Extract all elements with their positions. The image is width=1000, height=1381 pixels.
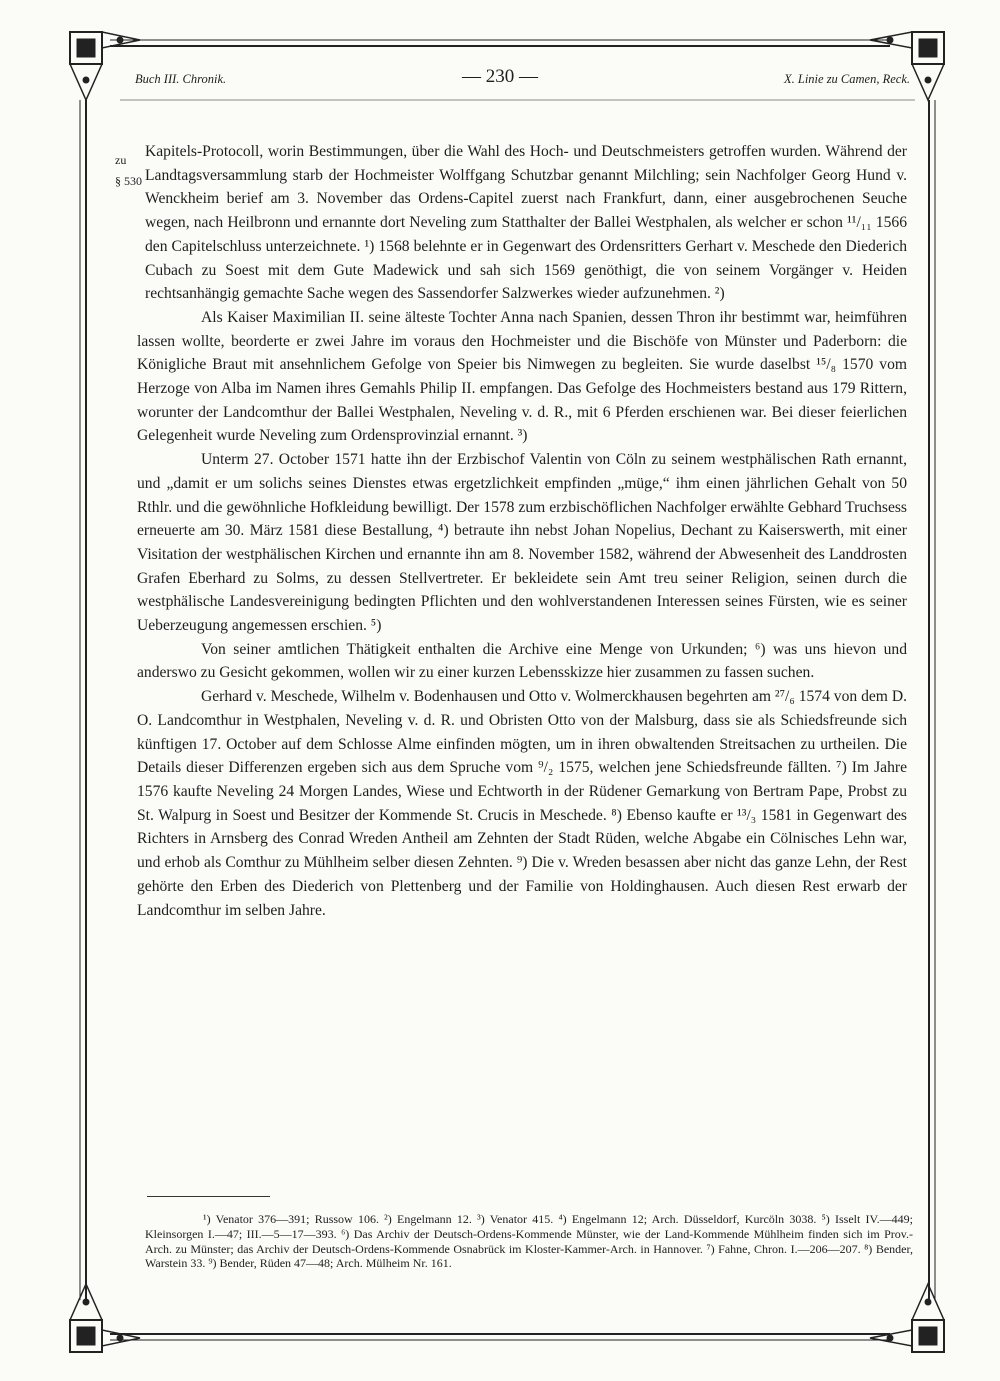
paragraph: Von seiner amtlichen Thätigkeit enthalten die Archive eine Menge von Urkunden; ⁶) was uns hievon und anderswo zu Gesicht gekommen, wollen wir zu einer kurzen Lebensskizze hier zusammen zu fassen suchen. <box>137 640 907 682</box>
footnote-divider <box>147 1196 270 1197</box>
margin-note-line: zu <box>115 153 127 167</box>
paragraph: Gerhard v. Meschede, Wilhelm v. Bodenhausen und Otto v. Wolmerckhausen begehrten am ²⁷/₆ 1574 von dem D. O. Landcomthur in Westphalen, Neveling v. d. R. und Obristen Otto von der Malsburg, dass sie als Schiedsfreunde sich künftigen 17. October auf dem Schlosse Alme einfinden mögten, um in ihren obwaltenden Streitsachen zu urtheilen. Die Details dieser Differenzen ergeben sich aus dem Spruche vom ⁹/₂ 1575, welchen jene Schiedsfreunde fällten. ⁷) Im Jahre 1576 kaufte Neveling 24 Morgen Landes, Wiese und Echtworth in der Rüdener Gemarkung von Bertram Pape, Probst zu St. Walpurg in Soest und Besitzer der Kommende St. Crucis in Meschede. ⁸) Ebenso kaufte er ¹³/₃ 1581 in Gegenwart des Richters in Arnsberg des Conrad Wreden Antheil am Zehnten der Stadt Rüden, welche Abgabe ein Cölnisches Lehn war, und erhob als Comthur zu Mühlheim selber diesen Zehnten. ⁹) Die v. Wreden besassen aber nicht das ganze Lehn, der Rest gehörte den Erben des Diederich von Plettenberg und der Familie von Holdinghausen. Auch diesen Rest erwarb der Landcomthur im selben Jahre. <box>137 688 907 919</box>
body-text <box>137 140 907 922</box>
paragraph: Unterm 27. October 1571 hatte ihn der Erzbischof Valentin von Cöln zu seinem westphälischen Rath ernannt, und „damit er um solichs seines Dienstes etwas ergetzlichkeit empfinden „müge,“ ihm einen jährlichen Gehalt von 50 Rthlr. und die gewöhnliche Hofkleidung bewilligt. Der 1578 zum erzbischöflichen Nachfolger erwählte Gebhard Truchsess erneuerte am 30. März 1581 diese Bestallung, ⁴) betraute ihn nebst Johan Nopelius, Dechant zu Kaiserswerth, mit einer Visitation der westphälischen Kirchen und ernannte ihn am 8. November 1582, während der Abwesenheit des Landdrosten Grafen Eberhard zu Solms, zu dessen Stellvertreter. Er bekleidete sein Amt treu seiner Religion, seinen durch die westphälische Landesvereinigung bedingten Pflichten und den wohlverstandenen Interessen seines Fürsten, wie es seiner Ueberzeugung angemessen erschien. ⁵) <box>137 451 907 635</box>
margin-note-line: § 530 <box>115 174 142 188</box>
page-number: — 230 — <box>462 66 538 87</box>
paragraph: Als Kaiser Maximilian II. seine älteste Tochter Anna nach Spanien, dessen Thron ihr bestimmt war, heimführen lassen wollte, beorderte er zwei Jahre im voraus den Hochmeister und die Bischöfe von Münster und Paderborn: die Königliche Braut mit ansehnlichem Gefolge von Speier bis Nimwegen zu begleiten. Sie wurde daselbst ¹⁵/₈ 1570 vom Herzoge von Alba im Namen ihres Gemahls Philip II. empfangen. Das Gefolge des Hochmeisters bestand aus 179 Rittern, worunter der Landcomthur der Ballei Westphalen, Neveling v. d. R., mit 6 Pferden erschienen war. Bei dieser feierlichen Gelegenheit wurde Neveling zum Ordensprovinzial ernannt. ³) <box>137 308 907 445</box>
footnote-text: ¹) Venator 376—391; Russow 106. ²) Engelmann 12. ³) Venator 415. ⁴) Engelmann 12; Arch. Düsseldorf, Kurcöln 3038. ⁵) Isselt IV.—449; Kleinsorgen I.—47; III.—5—17—393. ⁶) Das Archiv der Deutsch-Ordens-Kommende Münster, wie der Land-Kommende Mühlheim finden sich im Prov.-Arch. zu Münster; das Archiv der Deutsch-Ordens-Kommende Osnabrück im Kloster-Kammer-Arch. in Hannover. ⁷) Fahne, Chron. I.—206—207. ⁸) Bender, Warstein 33. ⁹) Bender, Rüden 47—48; Arch. Mülheim Nr. 161. <box>145 1212 913 1271</box>
footnotes <box>145 1212 913 1271</box>
running-header-left: Buch III. Chronik. <box>135 72 227 86</box>
paragraph: Kapitels-Protocoll, worin Bestimmungen, über die Wahl des Hoch- und Deutschmeisters getroffen wurden. Während der Landtagsversammlung starb der Hochmeister Wolffgang Schutzbar genannt Milchling; sein Nachfolger Georg Hund v. Wenckheim berief am 3. November das Ordens-Capitel zuerst nach Frankfurt, dann, einer ausgebrochenen Seuche wegen, nach Heilbronn und ernannte dort Neveling zum Statthalter der Ballei Westphalen, als welcher er schon ¹¹/₁₁ 1566 den Capitelschluss unterzeichnete. ¹) 1568 belehnte er in Gegenwart des Ordensritters Gerhart v. Meschede den Diederich Cubach zu Soest mit dem Gute Madewick und sah sich 1569 genöthigt, die von seinem Vorgänger v. Heiden rechtsanhängig gemachte Sache wegen des Sassendorfer Salzwerkes wieder aufzunehmen. ²) <box>145 143 907 303</box>
corner-ornament-bottom-right <box>870 1284 944 1352</box>
running-header-right: X. Linie zu Camen, Reck. <box>783 72 910 86</box>
